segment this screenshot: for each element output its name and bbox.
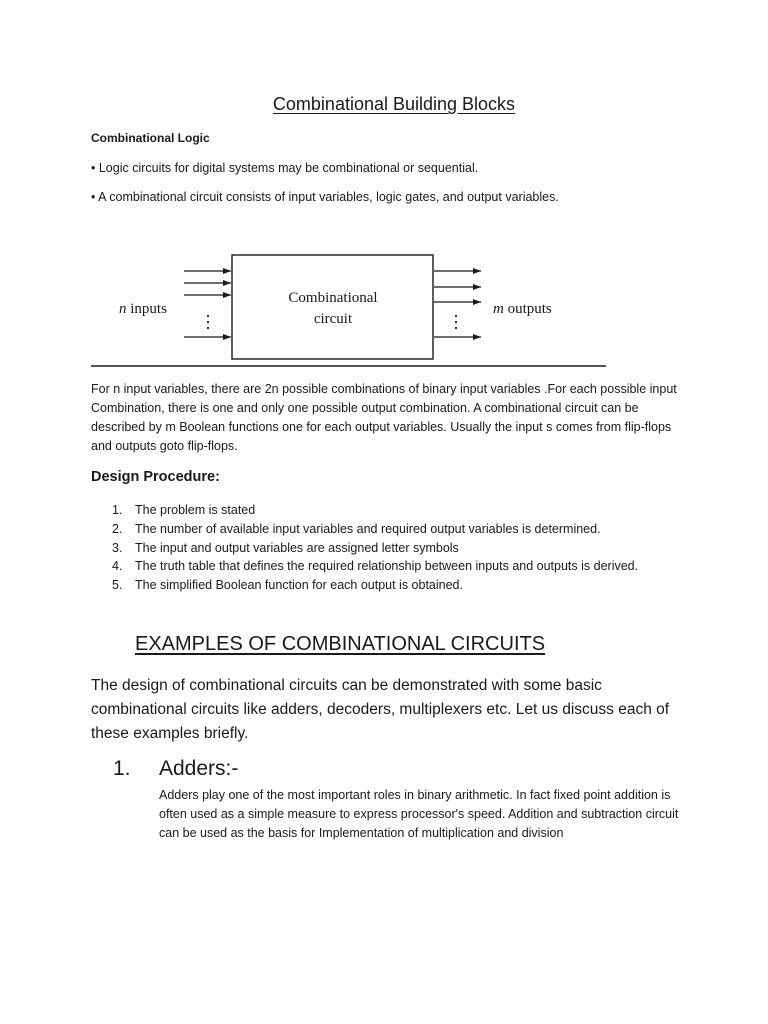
list-item: 5. The simplified Boolean function for each output is obtained.: [112, 578, 463, 593]
examples-heading: EXAMPLES OF COMBINATIONAL CIRCUITS: [135, 633, 546, 655]
list-item: 4. The truth table that defines the required relationship between inputs and outputs is derived.: [112, 559, 639, 574]
section-subheading: Combinational Logic: [91, 131, 210, 145]
list-item: 1. The problem is stated: [112, 503, 256, 517]
outputs-label: m outputs: [493, 301, 552, 317]
circuit-block: [232, 255, 433, 359]
combinations-paragraph: For n input variables, there are 2n possible combinations of binary input variables .For each possible input Combination, there is one and only one possible output combination. A combinational circuit can be described by m Boolean functions one for each output variables. Usually the input s comes from flip-flops and outputs goto flip-flops.: [91, 382, 677, 453]
adders-heading: Adders:-: [159, 757, 239, 780]
design-procedure-heading: Design Procedure:: [91, 469, 220, 485]
output-ellipsis: [455, 315, 457, 329]
block-label-line2: circuit: [313, 311, 353, 327]
list-item: 3. The input and output variables are assigned letter symbols: [112, 540, 459, 555]
list-item: 2. The number of available input variables and required output variables is determined.: [112, 521, 601, 536]
combinational-circuit-diagram: [0, 240, 768, 372]
adders-paragraph: Adders play one of the most important roles in binary arithmetic. In fact fixed point addition is often used as a simple measure to express processor's speed. Addition and subtraction circuit can be used as the basis for Implementation of multiplication and division: [159, 788, 679, 840]
inputs-label: n inputs: [119, 301, 167, 317]
bullet-item: • A combinational circuit consists of input variables, logic gates, and output variables.: [91, 190, 559, 204]
bullet-item: • Logic circuits for digital systems may be combinational or sequential.: [91, 161, 479, 175]
block-label-line1: Combinational: [288, 290, 378, 306]
output-arrows: [434, 271, 481, 337]
examples-intro: The design of combinational circuits can be demonstrated with some basic combinational circuits like adders, decoders, multiplexers etc. Let us discuss each of these examples briefly.: [91, 677, 670, 742]
input-ellipsis: [207, 315, 209, 329]
design-procedure-steps: [112, 501, 638, 595]
page-title: Combinational Building Blocks: [272, 94, 516, 114]
adders-number: 1.: [113, 757, 131, 780]
